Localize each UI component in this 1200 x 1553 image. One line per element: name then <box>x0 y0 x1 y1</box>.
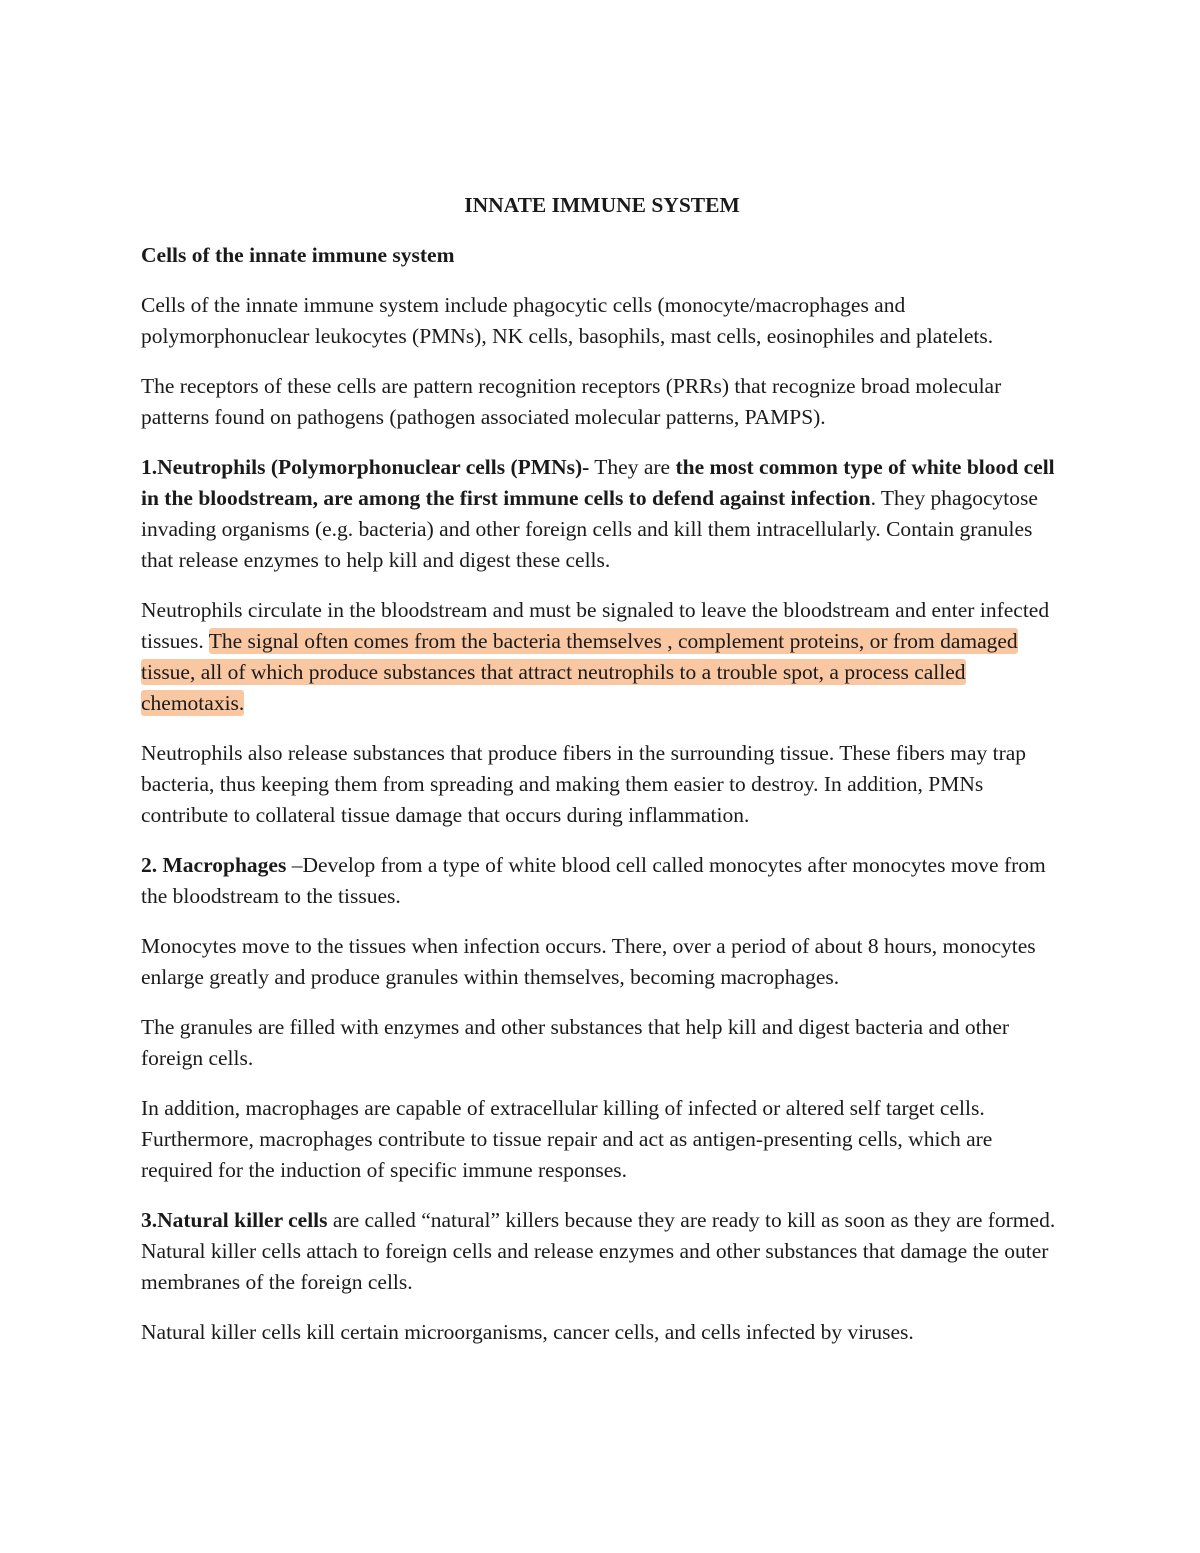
paragraph-receptors: The receptors of these cells are pattern recognition receptors (PRRs) that recognize broad molecular patterns found on pathogens (pathogen associated molecular patterns, PAMPS). <box>141 374 1002 429</box>
nk-heading: 3.Natural killer cells <box>141 1208 328 1232</box>
document-body <box>141 190 1061 1367</box>
neutrophils-bold-text: the most common type of white blood cell in the bloodstream, are among the first immune cells to defend against infection <box>141 455 1055 510</box>
paragraph-macrophage-functions: In addition, macrophages are capable of extracellular killing of infected or altered self target cells. Furthermore, macrophages contribute to tissue repair and act as antigen-presenting cells, which are required for the induction of specific immune responses. <box>141 1096 993 1182</box>
document-title: INNATE IMMUNE SYSTEM <box>464 193 740 217</box>
macrophages-heading: 2. Macrophages <box>141 853 287 877</box>
paragraph-macrophages <box>141 850 1061 912</box>
paragraph-neutrophil-fibers: Neutrophils also release substances that produce fibers in the surrounding tissue. These fibers may trap bacteria, thus keeping them from spreading and making them easier to destroy. In addition, PMNs contribute to collateral tissue damage that occurs during inflammation. <box>141 741 1027 827</box>
macrophages-text: –Develop from a type of white blood cell called monocytes after monocytes move from the bloodstream to the tissues. <box>141 853 1046 908</box>
paragraph-nk-cells <box>141 1205 1061 1298</box>
paragraph-neutrophil-circulation <box>141 595 1061 719</box>
nk-text: are called “natural” killers because they are ready to kill as soon as they are formed. Natural killer cells attach to foreign cells and release enzymes and other substances that damage the outer membranes of the foreign cells. <box>141 1208 1056 1294</box>
paragraph-nk-targets: Natural killer cells kill certain microorganisms, cancer cells, and cells infected by viruses. <box>141 1320 914 1344</box>
neutrophils-heading: 1.Neutrophils (Polymorphonuclear cells (PMNs)- <box>141 455 590 479</box>
neutrophils-text-b: . They phagocytose invading organisms (e.g. bacteria) and other foreign cells and kill them intracellularly. Contain granules that release enzymes to help kill and digest these cells. <box>141 486 1038 572</box>
paragraph-cells-overview: Cells of the innate immune system include phagocytic cells (monocyte/macrophages and polymorphonuclear leukocytes (PMNs), NK cells, basophils, mast cells, eosinophiles and platelets. <box>141 293 994 348</box>
circulation-text: Neutrophils circulate in the bloodstream and must be signaled to leave the bloodstream and enter infected tissues. <box>141 598 1050 653</box>
section-heading: Cells of the innate immune system <box>141 243 455 267</box>
paragraph-neutrophils <box>141 452 1061 576</box>
paragraph-granules: The granules are filled with enzymes and other substances that help kill and digest bacteria and other foreign cells. <box>141 1015 1010 1070</box>
highlighted-chemotaxis-text: The signal often comes from the bacteria themselves , complement proteins, or from damaged tissue, all of which produce substances that attract neutrophils to a trouble spot, a process called chemotaxis. <box>141 629 1018 715</box>
paragraph-monocytes: Monocytes move to the tissues when infection occurs. There, over a period of about 8 hours, monocytes enlarge greatly and produce granules within themselves, becoming macrophages. <box>141 934 1036 989</box>
neutrophils-text-a: They are <box>589 455 676 479</box>
